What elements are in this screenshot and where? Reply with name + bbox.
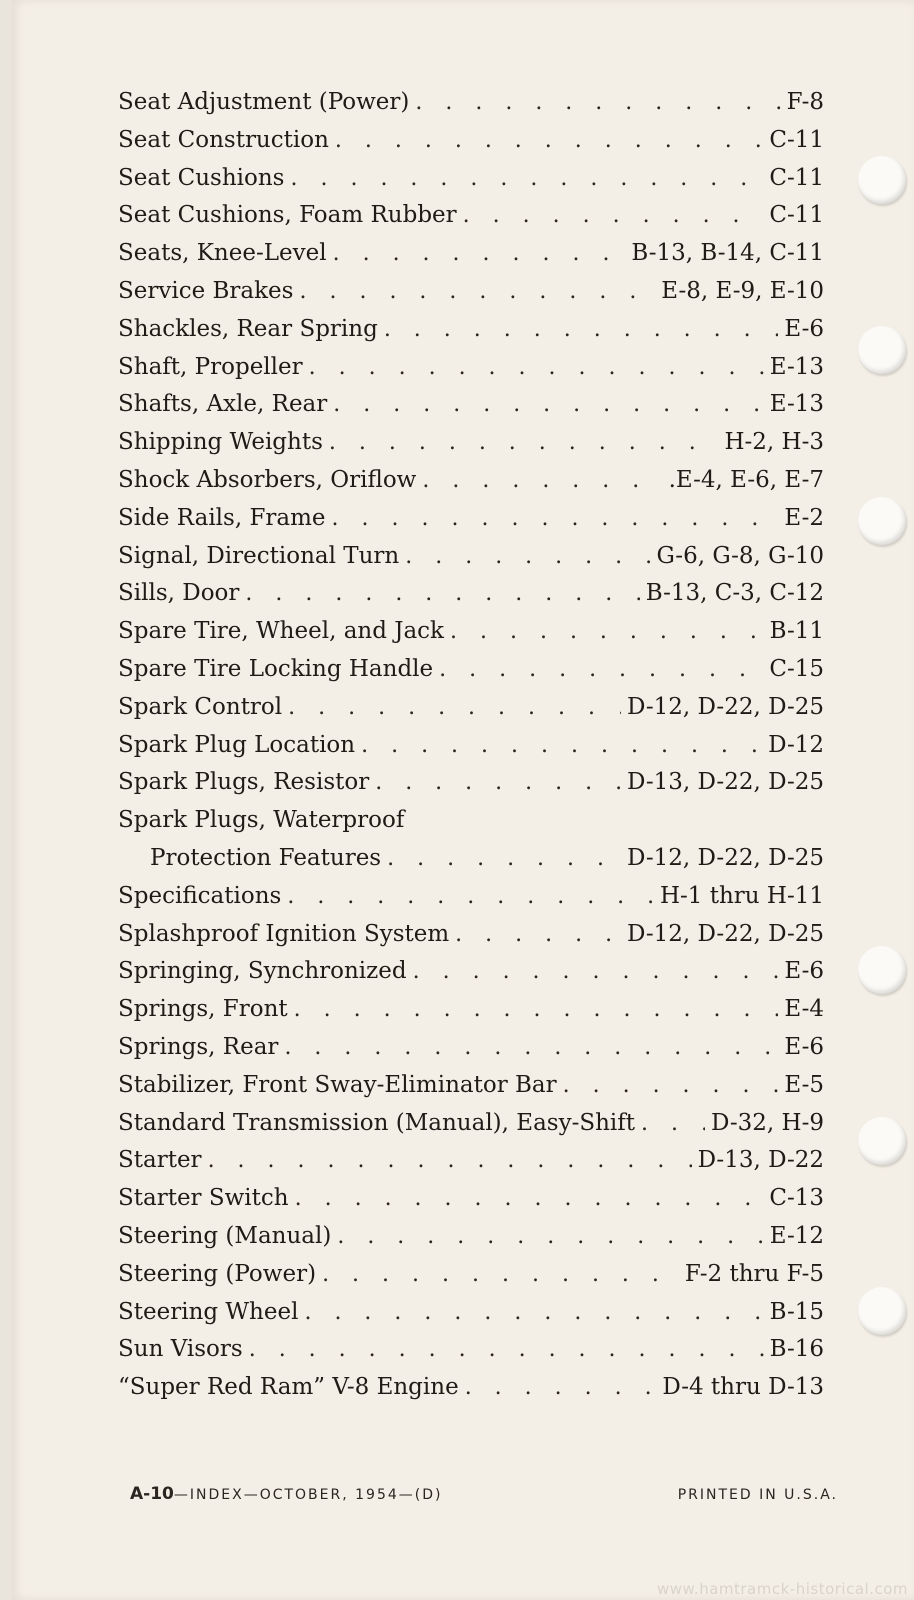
index-entry (118, 840, 824, 878)
leader-dots (415, 84, 780, 122)
entry-term: Starter (118, 1147, 202, 1174)
footer-index-date: —INDEX—OCTOBER, 1954—(D) (173, 1487, 443, 1503)
entry-term: Seats, Knee-Level (118, 240, 327, 267)
entry-term: Spark Plugs, Resistor (118, 769, 370, 796)
entry-term: Shipping Weights (118, 429, 323, 456)
index-entry (118, 1294, 824, 1332)
index-entry (118, 462, 824, 500)
leader-dots (287, 878, 654, 916)
entry-term: Service Brakes (118, 277, 294, 304)
entry-term: Seat Cushions (118, 164, 285, 191)
index-entry (118, 311, 824, 349)
entry-term: Springing, Synchronized (118, 958, 407, 985)
leader-dots (333, 386, 763, 424)
entry-page-ref: E-6 (784, 315, 824, 342)
leader-dots (384, 311, 779, 349)
index-entry (118, 764, 824, 802)
leader-dots (284, 1029, 778, 1067)
index-entry (118, 122, 824, 160)
entry-term: Steering (Power) (118, 1260, 317, 1287)
entry-term: Specifications (118, 882, 282, 909)
index-entry (118, 953, 824, 991)
binder-hole (858, 156, 906, 204)
page-code: A-10 (130, 1484, 174, 1504)
entry-page-ref: E-13 (769, 391, 824, 418)
index-page (12, 0, 914, 1600)
index-entry (118, 689, 824, 727)
index-entry (118, 1029, 824, 1067)
entry-term: Stabilizer, Front Sway-Eliminator Bar (118, 1071, 557, 1098)
index-entry (118, 160, 824, 198)
leader-dots (288, 689, 621, 727)
entry-page-ref: C-15 (769, 655, 824, 682)
leader-dots (309, 349, 764, 387)
leader-dots (641, 1105, 705, 1143)
entry-term: Seat Construction (118, 126, 329, 153)
entry-page-ref: B-11 (769, 618, 824, 645)
leader-dots (249, 1331, 764, 1369)
entry-page-ref: B-13, C-3, C-12 (645, 580, 824, 607)
leader-dots (422, 462, 662, 500)
binder-hole (858, 946, 906, 994)
index-entry (118, 1218, 824, 1256)
entry-term: Starter Switch (118, 1185, 289, 1212)
index-entry (118, 1105, 824, 1143)
leader-dots (290, 160, 763, 198)
leader-dots (413, 953, 779, 991)
entry-page-ref: .E-4, E-6, E-7 (668, 466, 824, 493)
index-entry (118, 1331, 824, 1369)
index-entry (118, 991, 824, 1029)
index-entry (118, 651, 824, 689)
entry-page-ref: E-8, E-9, E-10 (661, 277, 824, 304)
leader-dots (450, 613, 764, 651)
page-footer (130, 1484, 838, 1504)
index-entries (118, 84, 824, 1407)
entry-term: Splashproof Ignition System (118, 920, 450, 947)
entry-page-ref: C-13 (769, 1185, 824, 1212)
index-entry (118, 1067, 824, 1105)
entry-term: Shafts, Axle, Rear (118, 391, 328, 418)
entry-page-ref: G-6, G-8, G-10 (656, 542, 824, 569)
entry-term: Signal, Directional Turn (118, 542, 400, 569)
footer-printed: PRINTED IN U.S.A. (677, 1487, 838, 1503)
entry-page-ref: E-6 (784, 1033, 824, 1060)
index-entry (118, 84, 824, 122)
leader-dots (335, 122, 763, 160)
entry-page-ref: F-2 thru F-5 (684, 1260, 824, 1287)
leader-dots (455, 916, 621, 954)
entry-page-ref: E-12 (769, 1222, 824, 1249)
leader-dots (387, 840, 621, 878)
leader-dots (333, 235, 626, 273)
index-entry (118, 1256, 824, 1294)
entry-page-ref: D-12, D-22, D-25 (627, 920, 824, 947)
entry-term: Springs, Rear (118, 1033, 279, 1060)
entry-term: Standard Transmission (Manual), Easy-Shift (118, 1109, 636, 1136)
leader-dots (337, 1218, 763, 1256)
entry-page-ref: D-32, H-9 (711, 1109, 824, 1136)
entry-page-ref: F-8 (786, 89, 824, 115)
binder-hole (858, 1287, 906, 1335)
index-entry (118, 802, 824, 840)
index-entry (118, 613, 824, 651)
leader-dots (245, 575, 639, 613)
index-entry (118, 273, 824, 311)
leader-dots (439, 651, 763, 689)
leader-dots (322, 1256, 679, 1294)
entry-page-ref: C-11 (769, 202, 824, 229)
entry-page-ref: B-13, B-14, C-11 (631, 240, 824, 267)
index-entry (118, 500, 824, 538)
entry-term: Seat Cushions, Foam Rubber (118, 202, 457, 229)
index-entry (118, 349, 824, 387)
binder-hole (858, 1117, 906, 1165)
binder-hole (858, 326, 906, 374)
watermark: www.hamtramck-historical.com (657, 1580, 908, 1598)
entry-page-ref: D-12, D-22, D-25 (627, 693, 824, 720)
leader-dots (208, 1142, 692, 1180)
index-entry (118, 575, 824, 613)
index-entry (118, 1369, 824, 1407)
entry-term: Shackles, Rear Spring (118, 315, 378, 342)
index-entry (118, 538, 824, 576)
leader-dots (304, 1294, 763, 1332)
entry-page-ref: B-16 (769, 1336, 824, 1363)
entry-term: Side Rails, Frame (118, 504, 326, 531)
leader-dots (405, 538, 650, 576)
leader-dots (361, 727, 762, 765)
entry-term: Sills, Door (118, 580, 240, 607)
entry-page-ref: D-12 (768, 731, 824, 758)
entry-term: Seat Adjustment (Power) (118, 89, 410, 115)
leader-dots (294, 991, 779, 1029)
leader-dots (299, 273, 655, 311)
entry-page-ref: D-12, D-22, D-25 (627, 844, 824, 871)
entry-page-ref: E-13 (769, 353, 824, 380)
entry-page-ref: H-2, H-3 (724, 429, 824, 456)
entry-page-ref: E-5 (784, 1071, 824, 1098)
index-entry (118, 386, 824, 424)
index-entry (118, 727, 824, 765)
entry-term: Spark Plug Location (118, 731, 356, 758)
entry-term: Shaft, Propeller (118, 353, 303, 380)
entry-term: Spark Control (118, 693, 283, 720)
index-entry (118, 1180, 824, 1218)
leader-dots (375, 764, 621, 802)
entry-page-ref: C-11 (769, 164, 824, 191)
leader-dots (329, 424, 719, 462)
entry-page-ref: H-1 thru H-11 (659, 882, 824, 909)
entry-term: Protection Features (150, 844, 382, 871)
index-entry (118, 916, 824, 954)
leader-dots (463, 197, 764, 235)
entry-page-ref: E-4 (784, 996, 824, 1023)
entry-term: Sun Visors (118, 1336, 243, 1363)
entry-page-ref: C-11 (769, 126, 824, 153)
index-entry (118, 1142, 824, 1180)
entry-page-ref: D-13, D-22, D-25 (627, 769, 824, 796)
entry-term: Spare Tire Locking Handle (118, 655, 434, 682)
entry-page-ref: B-15 (769, 1298, 824, 1325)
index-entry (118, 424, 824, 462)
entry-page-ref: D-4 thru D-13 (662, 1374, 824, 1401)
index-entry (118, 878, 824, 916)
entry-term: Springs, Front (118, 996, 288, 1023)
entry-term: Spark Plugs, Waterproof (118, 807, 405, 834)
footer-left (130, 1484, 442, 1504)
entry-term: Shock Absorbers, Oriflow (118, 466, 417, 493)
entry-page-ref: E-2 (784, 504, 824, 531)
leader-dots (332, 500, 779, 538)
entry-term: “Super Red Ram” V-8 Engine (118, 1374, 459, 1401)
leader-dots (295, 1180, 764, 1218)
index-entry (118, 197, 824, 235)
entry-term: Spare Tire, Wheel, and Jack (118, 618, 444, 645)
index-entry (118, 235, 824, 273)
binder-hole (858, 497, 906, 545)
entry-page-ref: E-6 (784, 958, 824, 985)
entry-page-ref: D-13, D-22 (697, 1147, 824, 1174)
leader-dots (465, 1369, 657, 1407)
leader-dots (563, 1067, 779, 1105)
entry-term: Steering (Manual) (118, 1222, 332, 1249)
entry-term: Steering Wheel (118, 1298, 299, 1325)
